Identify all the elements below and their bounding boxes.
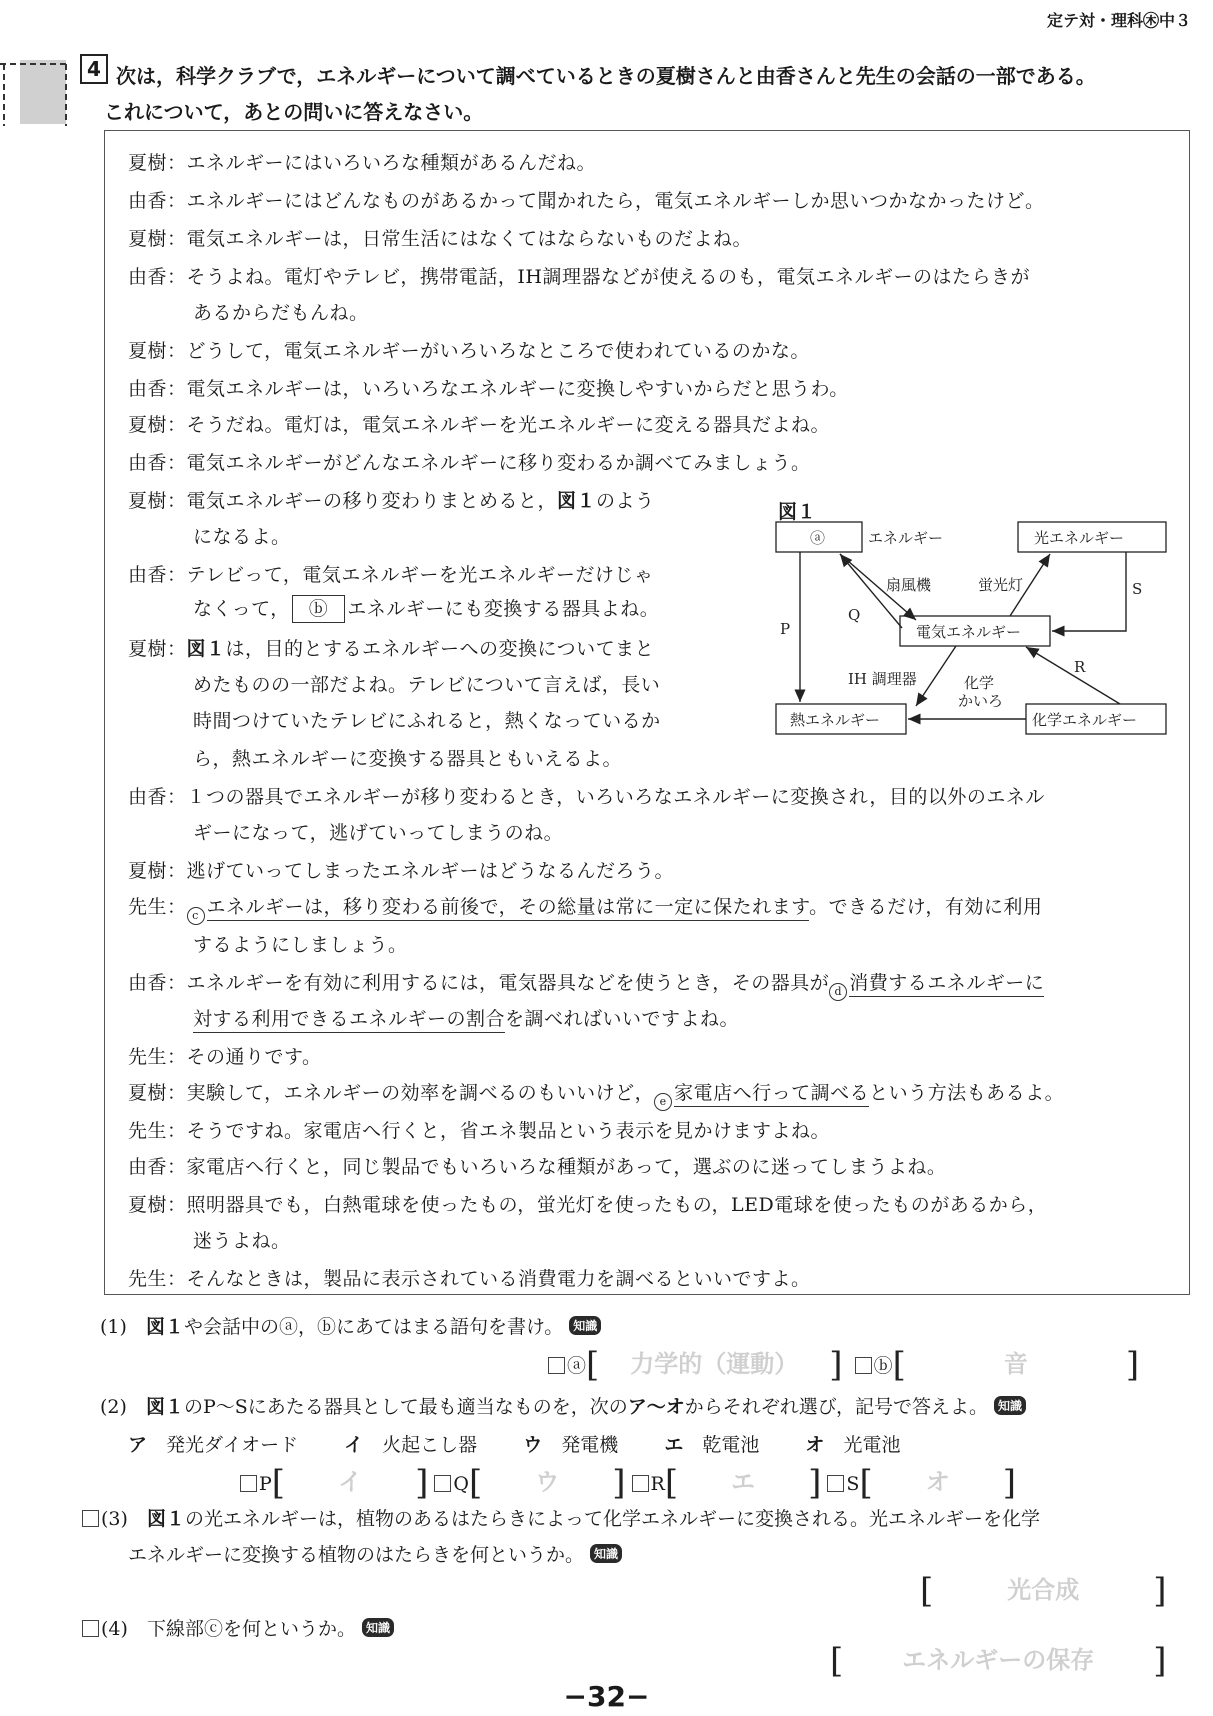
dialogue-line: あるからだもんね。 [193, 302, 369, 324]
electric-label: 電気エネルギー [916, 623, 1022, 641]
dialogue-line: ら，熱エネルギーに変換する器具ともいえるよ。 [193, 748, 623, 770]
kairo-label-1: 化学 [964, 674, 995, 692]
dialogue-line: 夏樹：照明器具でも，白熱電球を使ったもの，蛍光灯を使ったもの，LED電球を使ったものがあるから， [128, 1194, 1048, 1216]
dialogue-line: 由香：エネルギーにはどんなものがあるかって聞かれたら，電気エネルギーしか思いつかなかったけど。 [128, 190, 1045, 212]
dialogue-line: 由香：そうよね。電灯やテレビ，携帯電話，IH調理器などが使えるのも，電気エネルギーのはたらきが [128, 266, 1031, 288]
question-2: (2) 図１のP～Sにあたる器具として最も適当なものを，次のア～オからそれぞれ選び，記号で答えよ。 知識 [100, 1392, 1026, 1419]
q1-b-answer: 音 [1003, 1349, 1028, 1378]
dialogue-line: 由香：エネルギーを有効に利用するには，電気器具などを使うとき，その器具が d 消費するエネルギーに [128, 968, 1044, 1001]
dialogue-line: 先生：そうですね。家電店へ行くと，省エネ製品という表示を見かけますよね。 [128, 1120, 831, 1142]
dialogue-line: 対する利用できるエネルギーの割合を調べればいいですよね。 [193, 1004, 739, 1031]
page-header: 定テ対・理科㊍中３ [1046, 11, 1191, 30]
dialogue-line: 夏樹：図１は，目的とするエネルギーへの変換についてまと [128, 638, 655, 660]
figure-title: 図１ [778, 501, 817, 523]
knowledge-tag: 知識 [569, 1316, 601, 1335]
dialogue-line: 由香：電気エネルギーがどんなエネルギーに移り変わるか調べてみましょう。 [128, 452, 811, 474]
dialogue-line: 夏樹：どうして，電気エネルギーがいろいろなところで使われているのかな。 [128, 340, 810, 362]
checkbox[interactable] [855, 1357, 872, 1374]
question-4: (4) 下線部ⓒを何というか。 知識 [82, 1614, 394, 1641]
underline-d-2: 対する利用できるエネルギーの割合 [193, 1008, 505, 1033]
checkbox[interactable] [548, 1357, 565, 1374]
dialogue-line: 夏樹：エネルギーにはいろいろな種類があるんだね。 [128, 152, 597, 174]
P-label: P [780, 620, 791, 638]
energy-diagram [770, 510, 1180, 750]
box-a-label: ⓐ [810, 529, 826, 547]
q1-answers: ⓐ[ 力学的（運動） ] ⓑ[ 音 ] [548, 1344, 1139, 1385]
ih-label: IH 調理器 [848, 670, 917, 688]
question-number: 4 [80, 54, 108, 84]
dialogue-line: するようにしましょう。 [193, 934, 408, 956]
question-1: (1) 図１や会話中のⓐ，ⓑにあてはまる語句を書け。 知識 [100, 1312, 601, 1339]
dialogue-line: 由香：電気エネルギーは，いろいろなエネルギーに変換しやすいからだと思うわ。 [128, 378, 849, 400]
question-3-line-2: エネルギーに変換する植物のはたらきを何というか。 知識 [128, 1540, 622, 1567]
dialogue-line: 夏樹：電気エネルギーは，日常生活にはなくてはならないものだよね。 [128, 228, 753, 250]
chemical-label: 化学エネルギー [1032, 711, 1138, 729]
underline-c: エネルギーは，移り変わる前後で，その総量は常に一定に保たれます [207, 896, 810, 921]
q2-options: ア 発光ダイオード イ 火起こし器 ウ 発電機 エ 乾電池 オ 光電池 [128, 1434, 901, 1456]
arrow-ih [916, 646, 956, 706]
dialogue-line: 由香：家電店へ行くと，同じ製品でもいろいろな種類があって，選ぶのに迷ってしまうよね。 [128, 1156, 947, 1178]
a-energy-label: エネルギー [868, 529, 944, 547]
dialogue-line: 夏樹：実験して，エネルギーの効率を調べるのもいいけど， e 家電店へ行って調べるという方法もあるよ。 [128, 1078, 1064, 1111]
dialogue-line: 時間つけていたテレビにふれると，熱くなっているか [193, 710, 661, 732]
dialogue-line: 夏樹：逃げていってしまったエネルギーはどうなるんだろう。 [128, 860, 675, 882]
arrow-S [1052, 552, 1126, 631]
marker-d: d [829, 983, 847, 1001]
dialogue-line: なくって， ⓑ エネルギーにも変換する器具よね。 [193, 594, 659, 623]
fluor-label: 蛍光灯 [978, 576, 1024, 594]
light-label: 光エネルギー [1034, 529, 1125, 547]
S-label: S [1132, 580, 1143, 598]
intro-line-1: 次は，科学クラブで，エネルギーについて調べているときの夏樹さんと由香さんと先生の会話の一部である。 [116, 64, 1096, 88]
arrow-R [1026, 647, 1120, 704]
heat-label: 熱エネルギー [790, 711, 881, 729]
q2-answers: P[ イ ] Q[ ウ ] R[ エ ] S[ オ ] [240, 1462, 1016, 1503]
q1-a-answer: 力学的（運動） [630, 1349, 799, 1378]
underline-e: 家電店へ行って調べる [674, 1082, 869, 1107]
dialogue-line: になるよ。 [193, 526, 291, 548]
marker-e: e [654, 1093, 672, 1111]
dialogue-line: 由香：１つの器具でエネルギーが移り変わるとき，いろいろなエネルギーに変換され，目的以外のエネル [128, 786, 1045, 808]
dialogue-line: 夏樹：電気エネルギーの移り変わりまとめると，図１のよう [128, 490, 655, 512]
dialogue-line: めたものの一部だよね。テレビについて言えば，長い [193, 674, 661, 696]
q3-answer: [ 光合成 ] [920, 1571, 1167, 1611]
fan-label: 扇風機 [886, 576, 932, 594]
question-3: (3) 図１の光エネルギーは，植物のあるはたらきによって化学エネルギーに変換される。光エネルギーを化学 [82, 1504, 1040, 1531]
marker-c: c [187, 907, 205, 925]
dialogue-line: 由香：テレビって，電気エネルギーを光エネルギーだけじゃ [128, 564, 654, 586]
dialogue-line: 迷うよね。 [193, 1230, 291, 1252]
dialogue-line: 先生：その通りです。 [128, 1046, 322, 1068]
dialogue-line: 先生：そんなときは，製品に表示されている消費電力を調べるといいですよ。 [128, 1268, 811, 1290]
kairo-label-2: かいろ [958, 692, 1004, 710]
dialogue-line: 先生： c エネルギーは，移り変わる前後で，その総量は常に一定に保たれます。できるだけ，有効に利用 [128, 892, 1042, 925]
Q-label: Q [848, 606, 861, 624]
dialogue-line: ギーになって，逃げていってしまうのね。 [193, 822, 564, 844]
intro-line-2: これについて，あとの問いに答えなさい。 [104, 100, 484, 124]
q4-answer: [ エネルギーの保存 ] [830, 1641, 1167, 1681]
score-tab [0, 56, 80, 128]
underline-d: 消費するエネルギーに [849, 972, 1044, 997]
page-number: −32− [563, 1680, 650, 1713]
dialogue-line: 夏樹：そうだね。電灯は，電気エネルギーを光エネルギーに変える器具だよね。 [128, 414, 831, 436]
blank-b-box: ⓑ [292, 595, 346, 623]
R-label: R [1074, 658, 1086, 676]
